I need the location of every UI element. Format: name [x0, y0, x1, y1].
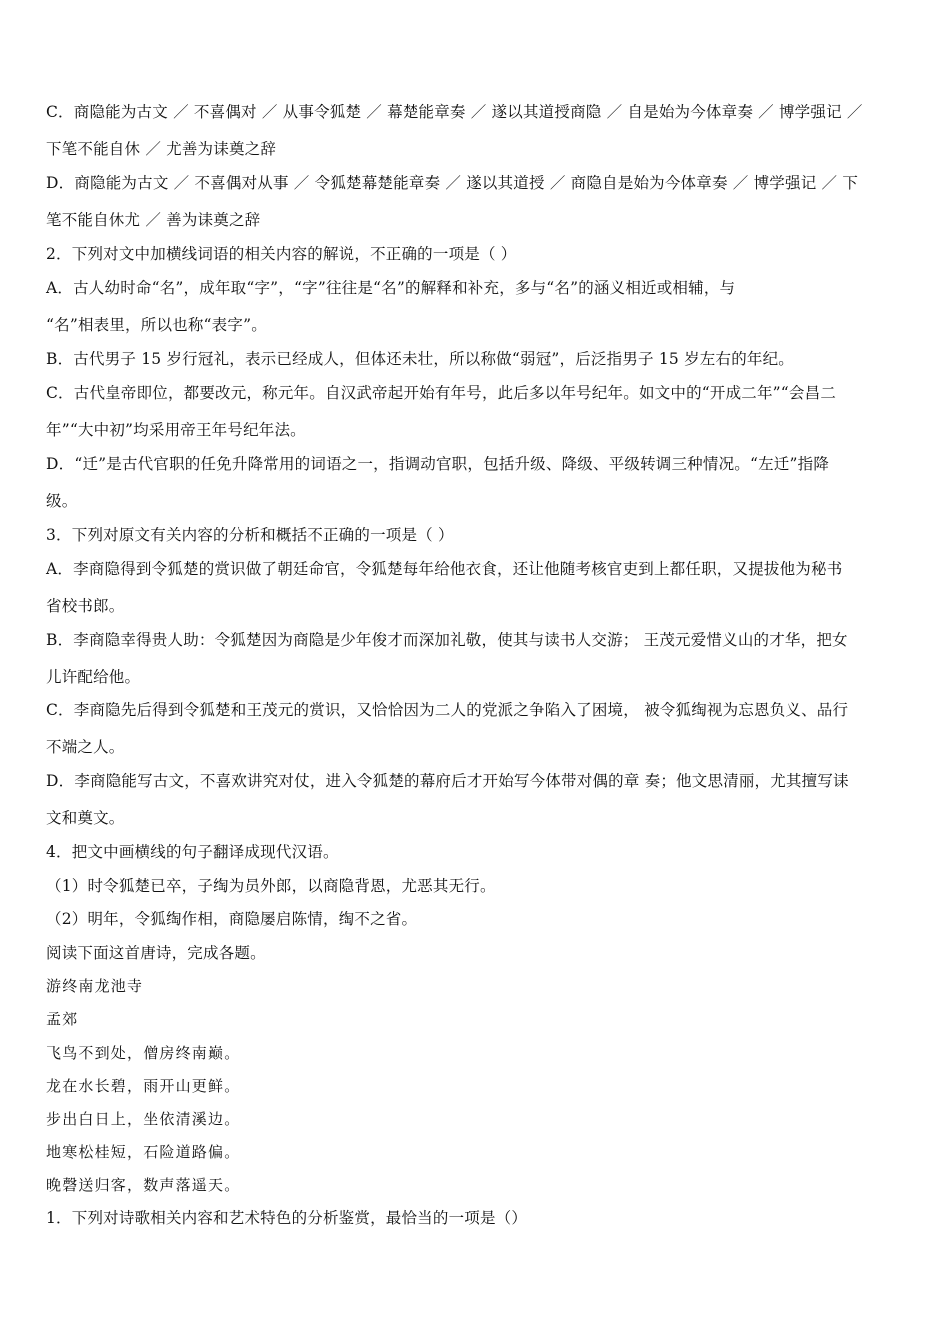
q1-option-c-line-2: 下笔不能自休 ／ 尤善为诔奠之辞	[46, 140, 277, 158]
poem-line-5: 晚磬送归客，数声落遥天。	[46, 1176, 241, 1194]
q4-item-2: （2）明年，令狐绹作相，商隐屡启陈情，绹不之省。	[46, 910, 418, 928]
q3-option-a-line-2: 省校书郎。	[46, 597, 125, 615]
poem-line-1: 飞鸟不到处，僧房终南巅。	[46, 1044, 241, 1062]
q2-option-a-line-2: “名”相表里，所以也称“表字”。	[46, 316, 267, 334]
poem-title: 游终南龙池寺	[46, 977, 144, 995]
q3-option-b-line-1: B．李商隐幸得贵人助：令狐楚因为商隐是少年俊才而深加礼敬，使其与读书人交游； 王茂元爱惜义山的才华，把女	[46, 631, 848, 649]
q1-option-d-line-2: 笔不能自休尤 ／ 善为诔奠之辞	[46, 211, 261, 229]
q4-item-1: （1）时令狐楚已卒，子绹为员外郎，以商隐背恩，尤恶其无行。	[46, 877, 496, 895]
q1-option-c-line-1: C．商隐能为古文 ／ 不喜偶对 ／ 从事令狐楚 ／ 幕楚能章奏 ／ 遂以其道授商隐 ／ 自是始为今体章奏 ／ 博学强记 ／	[46, 103, 863, 121]
q2-option-c-line-2: 年”“大中初”均采用帝王年号纪年法。	[46, 421, 306, 439]
poem-line-3: 步出白日上，坐依清溪边。	[46, 1110, 241, 1128]
q3-option-c-line-1: C．李商隐先后得到令狐楚和王茂元的赏识，又恰恰因为二人的党派之争陷入了困境， 被令狐绹视为忘恩负义、品行	[46, 701, 849, 719]
q2-option-c-line-1: C．古代皇帝即位，都要改元，称元年。自汉武帝起开始有年号，此后多以年号纪年。如文中的“开成二年”“会昌二	[46, 384, 837, 402]
q1-option-d-line-1: D．商隐能为古文 ／ 不喜偶对从事 ／ 令狐楚幕楚能章奏 ／ 遂以其道授 ／ 商隐自是始为今体章奏 ／ 博学强记 ／ 下	[46, 174, 859, 192]
poem-q1-stem: 1．下列对诗歌相关内容和艺术特色的分析鉴赏，最恰当的一项是（）	[46, 1209, 528, 1227]
q3-stem: 3．下列对原文有关内容的分析和概括不正确的一项是（ ）	[46, 526, 454, 544]
q2-option-d-line-2: 级。	[46, 492, 78, 510]
q3-option-d-line-2: 文和奠文。	[46, 809, 125, 827]
q2-option-b-line-1: B．古代男子 15 岁行冠礼，表示已经成人，但体还未壮，所以称做“弱冠”，后泛指男子 15 岁左右的年纪。	[46, 350, 794, 368]
q3-option-d-line-1: D．李商隐能写古文，不喜欢讲究对仗，进入令狐楚的幕府后才开始写今体带对偶的章 奏；他文思清丽，尤其擅写诔	[46, 772, 849, 790]
poem-line-2: 龙在水长碧，雨开山更鲜。	[46, 1077, 241, 1095]
q2-stem: 2．下列对文中加横线词语的相关内容的解说，不正确的一项是（ ）	[46, 245, 517, 263]
q4-stem: 4．把文中画横线的句子翻译成现代汉语。	[46, 843, 339, 861]
q3-option-c-line-2: 不端之人。	[46, 738, 125, 756]
q2-option-d-line-1: D．“迁”是古代官职的任免升降常用的词语之一，指调动官职，包括升级、降级、平级转调三种情况。“左迁”指降	[46, 455, 830, 473]
q3-option-a-line-1: A．李商隐得到令狐楚的赏识做了朝廷命官，令狐楚每年给他衣食，还让他随考核官吏到上都任职，又提拔他为秘书	[46, 560, 843, 578]
poem-line-4: 地寒松桂短，石险道路偏。	[46, 1143, 241, 1161]
q3-option-b-line-2: 儿许配给他。	[46, 668, 141, 686]
q2-option-a-line-1: A．古人幼时命“名”，成年取“字”，“字”往往是“名”的解释和补充，多与“名”的涵义相近或相辅，与	[46, 279, 736, 297]
poem-author: 孟郊	[46, 1010, 79, 1028]
poem-intro: 阅读下面这首唐诗，完成各题。	[46, 944, 266, 962]
